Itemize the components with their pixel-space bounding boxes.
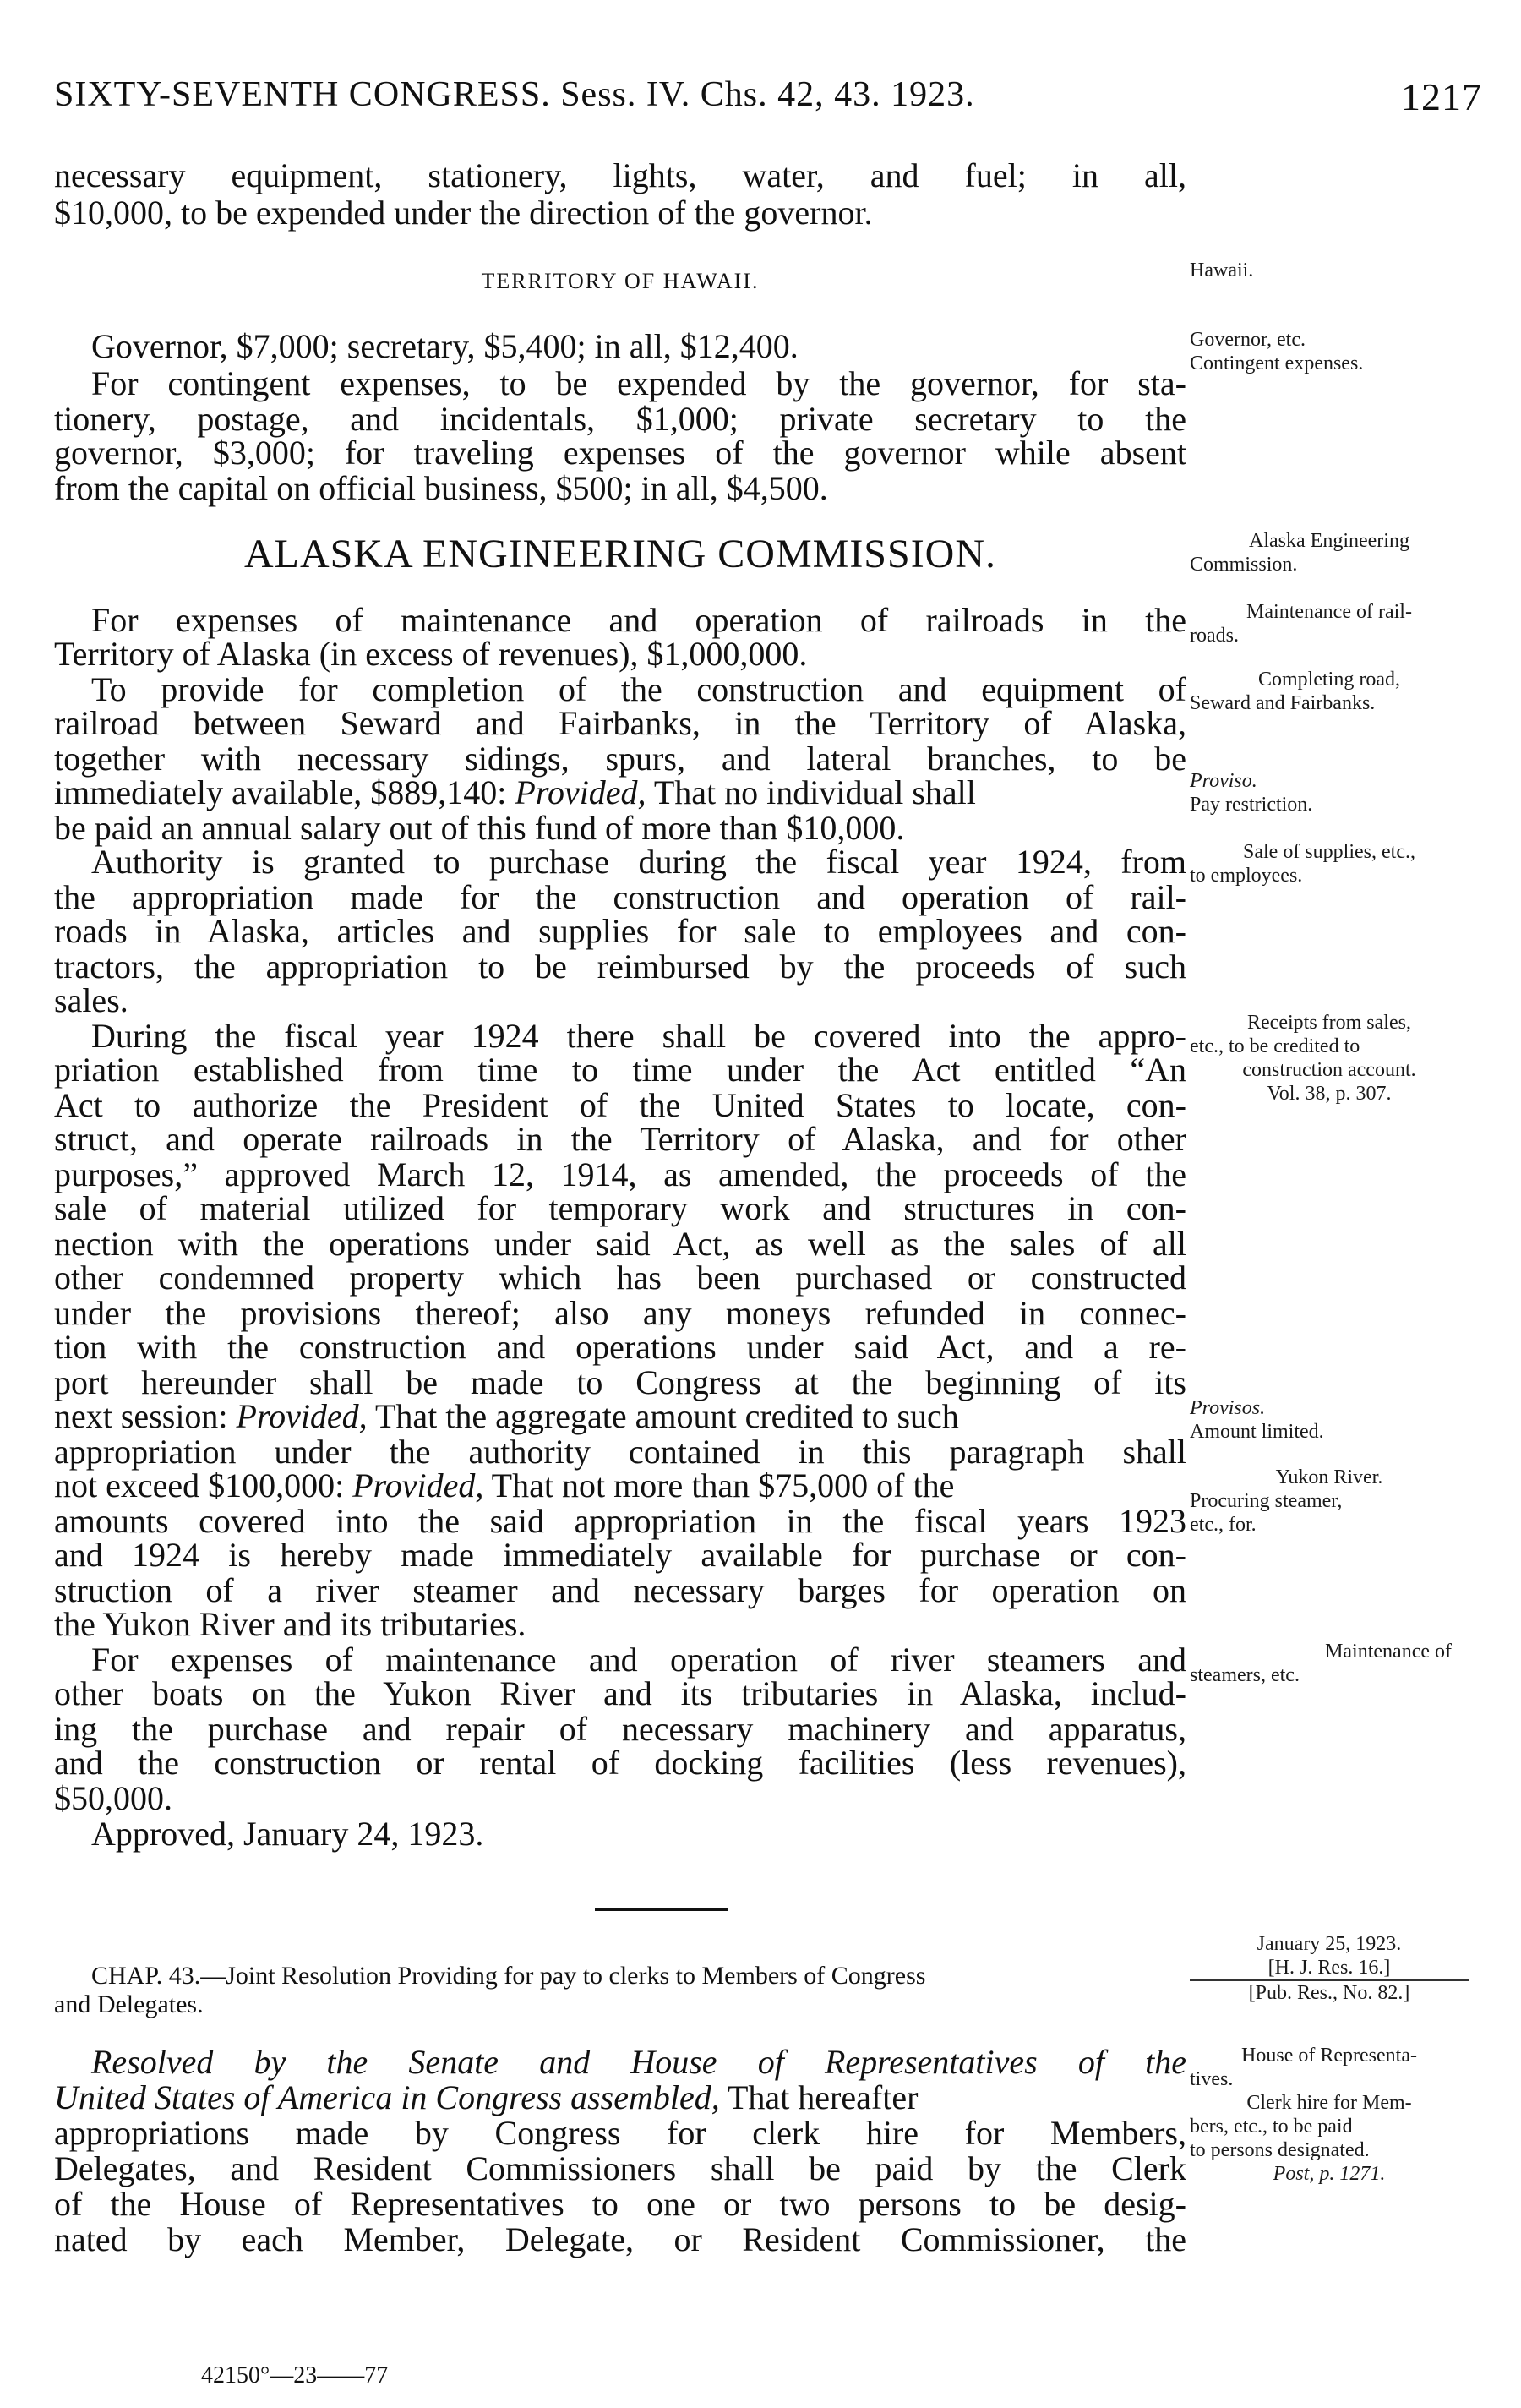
text-line: tion with the construction and operations under said Act, and a re-	[54, 1328, 1186, 1366]
margin-note-hawaii	[1190, 259, 1469, 282]
text-line: the Yukon River and its tributaries.	[54, 1605, 526, 1643]
text-fragment: not exceed $100,000:	[54, 1466, 345, 1504]
margin-text: Commission.	[1190, 554, 1298, 576]
margin-text: January 25, 1923.	[1257, 1933, 1402, 1955]
margin-text: Alaska Engineering	[1249, 530, 1409, 552]
margin-text: Post, p. 1271.	[1273, 2163, 1386, 2185]
margin-note-house	[1190, 2044, 1469, 2186]
resolved-line	[54, 2044, 1186, 2081]
running-header	[54, 74, 1482, 118]
text-line: sale of material utilized for temporary work and structures in con-	[54, 1189, 1186, 1227]
margin-text: Clerk hire for Mem-	[1246, 2092, 1412, 2114]
text-fragment: That no individual shall	[653, 773, 976, 811]
margin-text: Amount limited.	[1190, 1421, 1324, 1443]
margin-text: Pay restriction.	[1190, 794, 1313, 816]
margin-note-proviso	[1190, 769, 1469, 816]
text-line: Territory of Alaska (in excess of revenues), $1,000,000.	[54, 635, 808, 673]
margin-text: to persons designated.	[1190, 2139, 1370, 2161]
text-line: be paid an annual salary out of this fund of more than $10,000.	[54, 809, 905, 847]
text-line: roads in Alaska, articles and supplies for sale to employees and con-	[54, 912, 1186, 950]
text-line: Authority is granted to purchase during the fiscal year 1924, from	[91, 843, 1186, 881]
margin-text: Completing road,	[1258, 669, 1400, 691]
text-line: For contingent expenses, to be expended by the governor, for sta-	[91, 364, 1186, 402]
text-line: railroad between Seward and Fairbanks, in the Territory of Alaska,	[54, 704, 1186, 742]
margin-text: House of Representa-	[1241, 2045, 1417, 2067]
margin-note-governor	[1190, 328, 1469, 375]
provided-word: Provided,	[515, 773, 646, 811]
margin-text: [H. J. Res. 16.]	[1268, 1957, 1391, 1979]
margin-text: Provisos.	[1190, 1397, 1266, 1419]
text-fragment: That hereafter	[728, 2078, 919, 2116]
text-line: To provide for completion of the construction and equipment of	[91, 670, 1186, 708]
text-line: For expenses of maintenance and operation of river steamers and	[91, 1641, 1186, 1679]
chapter-label: CHAP. 43.	[91, 1962, 201, 1990]
margin-text: Maintenance of	[1325, 1641, 1452, 1663]
running-title: SIXTY-SEVENTH CONGRESS. Sess. IV. Chs. 42, 43. 1923.	[54, 75, 975, 114]
margin-note-receipts	[1190, 1011, 1469, 1106]
text-line: priation established from time to time under the Act entitled “An	[54, 1051, 1186, 1089]
margin-text: construction account.	[1242, 1059, 1416, 1081]
text-line	[54, 1398, 1186, 1435]
text-line: nection with the operations under said Act, as well as the sales of all	[54, 1225, 1186, 1263]
text-line: struction of a river steamer and necessary barges for operation on	[54, 1571, 1186, 1609]
margin-text: Proviso.	[1190, 770, 1257, 792]
text-fragment: next session:	[54, 1397, 228, 1435]
margin-text: etc., for.	[1190, 1514, 1257, 1536]
resolved-line	[54, 2079, 1186, 2116]
margin-text: Maintenance of rail-	[1246, 601, 1412, 623]
text-line: under the provisions thereof; also any moneys refunded in connec-	[54, 1294, 1186, 1332]
margin-text: [Pub. Res., No. 82.]	[1190, 1979, 1469, 2005]
text-line: For expenses of maintenance and operation of railroads in the	[91, 601, 1186, 639]
chapter-title: —Joint Resolution Providing for pay to clerks to Members of Congress	[200, 1962, 926, 1990]
margin-text: Seward and Fairbanks.	[1190, 692, 1376, 714]
text-line: and 1924 is hereby made immediately available for purchase or con-	[54, 1536, 1186, 1574]
text-line: appropriations made by Congress for clerk hire for Members,	[54, 2114, 1186, 2152]
text-line: amounts covered into the said appropriation in the fiscal years 1923	[54, 1502, 1186, 1540]
text-fragment: That the aggregate amount credited to such	[374, 1397, 959, 1435]
page-number: 1217	[1401, 75, 1482, 118]
text-line: nated by each Member, Delegate, or Resident Commissioner, the	[54, 2220, 1186, 2258]
margin-note-railroads	[1190, 600, 1469, 647]
text-line: Act to authorize the President of the United States to locate, con-	[54, 1086, 1186, 1124]
text-fragment: immediately available, $889,140:	[54, 773, 507, 811]
text-line: tionery, postage, and incidentals, $1,000; private secretary to the	[54, 400, 1186, 438]
enacting-clause: Resolved by the Senate and House of Representatives of the	[91, 2043, 1186, 2081]
margin-text: steamers, etc.	[1190, 1664, 1300, 1686]
margin-text: roads.	[1190, 625, 1239, 647]
text-line: and the construction or rental of docking facilities (less revenues),	[54, 1744, 1186, 1782]
margin-text: Sale of supplies, etc.,	[1243, 841, 1415, 863]
text-fragment: That not more than $75,000 of the	[491, 1466, 955, 1504]
enacting-clause: United States of America in Congress assembled,	[54, 2078, 720, 2116]
text-line: port hereunder shall be made to Congress at the beginning of its	[54, 1363, 1186, 1401]
text-line: necessary equipment, stationery, lights, water, and fuel; in all,	[54, 156, 1186, 194]
approved-line: Approved, January 24, 1923.	[91, 1815, 484, 1853]
text-line: sales.	[54, 981, 128, 1019]
margin-text: to employees.	[1190, 865, 1303, 887]
margin-note-provisos	[1190, 1396, 1469, 1444]
text-line: from the capital on official business, $500; in all, $4,500.	[54, 469, 828, 507]
margin-note-steamers	[1190, 1640, 1469, 1687]
text-line: $10,000, to be expended under the direction of the governor.	[54, 194, 873, 232]
text-line	[54, 774, 1186, 811]
margin-text: Hawaii.	[1190, 259, 1254, 281]
text-line: tractors, the appropriation to be reimbursed by the proceeds of such	[54, 947, 1186, 986]
text-line: Governor, $7,000; secretary, $5,400; in all, $12,400.	[91, 327, 799, 365]
margin-text: etc., to be credited to	[1190, 1035, 1360, 1057]
provided-word: Provided,	[236, 1397, 368, 1435]
text-line: appropriation under the authority contained in this paragraph shall	[54, 1433, 1186, 1471]
margin-text: Yukon River.	[1275, 1466, 1383, 1488]
margin-text: Contingent expenses.	[1190, 352, 1364, 374]
margin-text: Vol. 38, p. 307.	[1267, 1083, 1392, 1105]
margin-note-alaska	[1190, 529, 1469, 576]
text-line: together with necessary sidings, spurs, and lateral branches, to be	[54, 740, 1186, 778]
margin-note-sale	[1190, 840, 1469, 887]
text-line: During the fiscal year 1924 there shall be covered into the appro-	[91, 1017, 1186, 1055]
margin-note-completing	[1190, 668, 1469, 715]
text-line: purposes,” approved March 12, 1914, as amended, the proceeds of the	[54, 1155, 1186, 1193]
text-line: of the House of Representatives to one or two persons to be desig-	[54, 2185, 1186, 2223]
text-line	[54, 1467, 1186, 1504]
provided-word: Provided,	[352, 1466, 484, 1504]
text-line: other boats on the Yukon River and its tributaries in Alaska, includ-	[54, 1674, 1186, 1712]
print-signature: 42150°—23——77	[201, 2362, 389, 2389]
text-line: other condemned property which has been purchased or constructed	[54, 1259, 1186, 1297]
text-line: struct, and operate railroads in the Territory of Alaska, and for other	[54, 1120, 1186, 1158]
margin-text: Governor, etc.	[1190, 329, 1306, 351]
margin-note-citation	[1190, 1932, 1469, 2005]
margin-note-yukon	[1190, 1466, 1469, 1537]
text-line: ing the purchase and repair of necessary machinery and apparatus,	[54, 1710, 1186, 1748]
text-line: governor, $3,000; for traveling expenses of the governor while absent	[54, 434, 1186, 472]
text-line: Delegates, and Resident Commissioners shall be paid by the Clerk	[54, 2149, 1186, 2187]
hawaii-heading: TERRITORY OF HAWAII.	[481, 269, 760, 293]
text-line: the appropriation made for the construction and operation of rail-	[54, 878, 1186, 916]
margin-text: Procuring steamer,	[1190, 1490, 1343, 1512]
alaska-heading: ALASKA ENGINEERING COMMISSION.	[243, 532, 996, 576]
margin-text: Receipts from sales,	[1247, 1012, 1411, 1034]
text-line: $50,000.	[54, 1779, 172, 1817]
section-divider	[595, 1908, 728, 1911]
margin-text: tives.	[1190, 2068, 1234, 2090]
chapter-line: and Delegates.	[54, 1990, 204, 2018]
margin-text: bers, etc., to be paid	[1190, 2116, 1353, 2138]
